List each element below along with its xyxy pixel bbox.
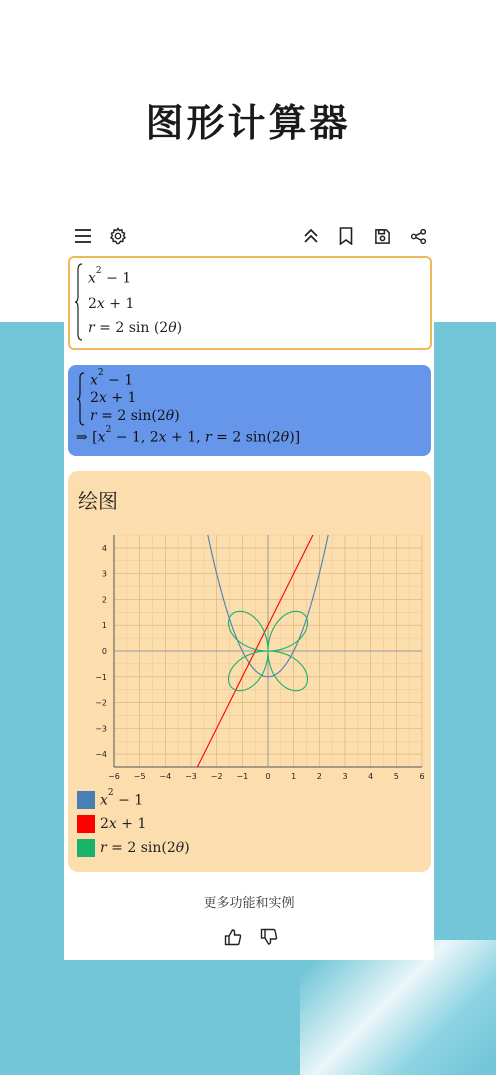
plot-card — [68, 471, 431, 872]
y-tick-label: 1 — [101, 621, 107, 631]
x-tick-label: −4 — [159, 772, 172, 781]
x-tick-label: 0 — [265, 772, 271, 781]
legend-item — [77, 787, 144, 810]
x-tick-label: −3 — [185, 772, 197, 781]
result-panel — [68, 365, 431, 456]
x-tick-label: 4 — [368, 772, 374, 781]
x-tick-label: −5 — [133, 772, 146, 781]
legend-label: r = 2 sin(2θ) — [100, 840, 190, 856]
expression-input[interactable] — [68, 256, 432, 350]
share-icon[interactable] — [406, 224, 430, 248]
x-tick-label: 5 — [393, 772, 399, 781]
legend-item — [77, 838, 190, 858]
x-tick-label: 1 — [291, 772, 297, 781]
background-glare — [300, 940, 496, 1075]
x-tick-label: −6 — [108, 772, 120, 781]
output-line-2: 2x + 1 — [90, 390, 137, 406]
y-tick-label: 3 — [101, 569, 107, 579]
y-tick-label: −1 — [95, 672, 107, 682]
y-tick-label: 4 — [101, 543, 107, 553]
y-tick-label: −2 — [95, 698, 107, 708]
plot-title: 绘图 — [78, 489, 118, 513]
legend-swatch — [77, 791, 95, 809]
hamburger-menu-icon[interactable] — [71, 224, 95, 248]
page-headline: 图形计算器 — [145, 100, 351, 145]
legend-label: $x^2 - 1$ — [100, 787, 144, 809]
input-line-3: r = 2 sin (2θ) — [88, 320, 183, 336]
bookmark-icon[interactable] — [334, 224, 358, 248]
legend-swatch — [77, 839, 95, 857]
output-line-1: $x^2 - 1$ — [90, 368, 134, 389]
y-tick-label: −3 — [95, 724, 107, 734]
input-line-2: 2x + 1 — [88, 296, 135, 312]
output-line-3: r = 2 sin(2θ) — [90, 408, 180, 424]
y-tick-label: −4 — [95, 750, 107, 760]
thumbs-up-icon[interactable] — [224, 928, 244, 948]
app-screen — [64, 216, 434, 960]
save-icon[interactable] — [370, 224, 394, 248]
y-tick-label: 2 — [101, 595, 107, 605]
legend-swatch — [77, 815, 95, 833]
x-tick-label: −2 — [210, 772, 223, 781]
input-line-1: $x^2 - 1$ — [88, 266, 132, 287]
double-chevron-up-icon[interactable] — [299, 224, 323, 248]
more-features-link[interactable]: 更多功能和实例 — [203, 896, 295, 911]
function-plot[interactable] — [68, 527, 431, 789]
brace-icon — [74, 262, 84, 342]
thumbs-down-icon[interactable] — [260, 928, 280, 948]
legend-item — [77, 814, 146, 834]
brace-icon — [76, 372, 86, 426]
gear-icon[interactable] — [106, 224, 130, 248]
output-result: ⇒ [$x^2 - 1$, 2x + 1, r = 2 sin(2θ)] — [76, 425, 301, 446]
x-tick-label: −1 — [236, 772, 249, 781]
x-tick-label: 2 — [316, 772, 322, 781]
x-tick-label: 6 — [419, 772, 425, 781]
y-tick-label: 0 — [101, 647, 107, 656]
legend-label: 2x + 1 — [100, 816, 147, 832]
x-tick-label: 3 — [342, 772, 348, 781]
